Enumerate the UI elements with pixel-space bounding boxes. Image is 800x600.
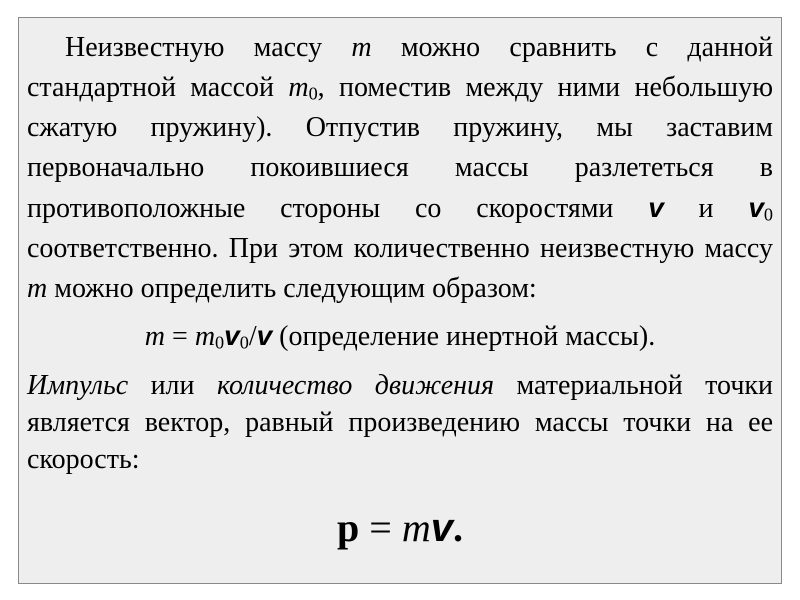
velocity-v: v (648, 192, 664, 223)
term-momentum: количество движения (216, 370, 495, 401)
f2-dot: . (452, 505, 463, 550)
p1-text-4: и (663, 193, 749, 224)
mass-m0: m (288, 72, 309, 103)
p2-text-1: или (128, 370, 217, 401)
velocity-v0: v (748, 192, 764, 223)
f2-m: m (401, 505, 431, 550)
f1-m0: m (194, 321, 216, 352)
f1-v: v (256, 320, 273, 351)
p1-text-3: , поместив между ними небольшую сжатую пружину). Отпустив пружину, мы заставим первоначально покоившиеся массы разлететься в противоположные стороны со скоростями (27, 72, 773, 224)
paragraph-momentum (27, 367, 773, 478)
velocity-v0-subscript: 0 (763, 204, 773, 225)
formula-inert-mass (27, 309, 773, 363)
p1-text-6: можно определить следующим образом: (47, 273, 537, 304)
f2-eq: = (359, 505, 402, 550)
mass-m: m (351, 32, 372, 63)
f1-description: (определение инертной массы). (272, 321, 656, 352)
mass-m0-subscript: 0 (308, 83, 318, 104)
f2-p: p (337, 505, 360, 550)
f1-eq: = (165, 321, 195, 352)
formula-momentum (27, 505, 773, 550)
text-content (27, 28, 773, 548)
p1-text-2: можно сравнить с данной стандартной массой (27, 32, 773, 103)
text-box (18, 17, 782, 584)
f1-v0: v (224, 320, 240, 351)
paragraph-inert-mass (27, 28, 773, 309)
f1-v0-subscript: 0 (239, 332, 249, 353)
p2-text-2: материальной точки является вектор, равный произведению массы точки на ее скорость: (27, 370, 773, 475)
f1-m0-subscript: 0 (215, 332, 225, 353)
f2-v: v (430, 506, 453, 550)
f1-m: m (144, 321, 166, 352)
p1-text-1: Неизвестную массу (65, 32, 352, 63)
mass-m-2: m (27, 273, 48, 304)
f1-slash: / (248, 321, 257, 352)
p1-text-5: соответственно. При этом количественно неизвестную массу (27, 233, 773, 264)
term-impulse: Импульс (27, 370, 129, 401)
